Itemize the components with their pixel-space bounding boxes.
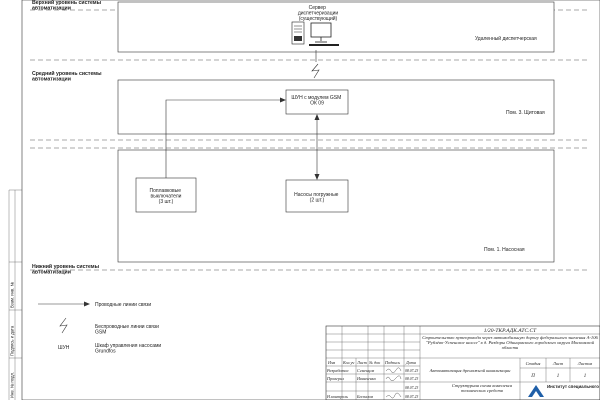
zone-remote-label: Удаленный диспетчерская xyxy=(475,36,537,42)
wrapped-line: автоматизации xyxy=(32,5,71,12)
tb-header-list: Лист xyxy=(357,360,367,365)
tb-header-doc: № док xyxy=(369,360,381,365)
legend-wireless-icon xyxy=(60,318,67,333)
legend-wireless-text: Беспроводные линии связи xyxy=(95,324,159,330)
level-upper-text: Верхний уровень системы xyxy=(32,0,102,6)
tb-org: Институт специального xyxy=(547,384,599,389)
pumps-node xyxy=(286,180,348,212)
tb-header-izm: Изм xyxy=(328,360,336,365)
tb-project: Строительство путепровода через автомобильную дорогу федерального значения А-106 "Рублёво-Успенское шоссе" в д. Раздоры Одинцовского городского округа Московской области xyxy=(422,335,598,351)
zone-shield-label: Пом. 3. Щитовая xyxy=(506,110,545,116)
tb-date-checker: 08.07.23 xyxy=(405,377,419,381)
side-label-signature: Подпись и дата xyxy=(9,325,15,356)
title-block xyxy=(326,326,600,400)
pump-cabinet-text: ШУН с модулем GSM xyxy=(291,95,342,101)
side-label-inventory: Инв. № подл. xyxy=(9,371,15,398)
float-switches-text: Поплавковые xyxy=(149,188,182,194)
legend xyxy=(38,302,163,355)
level-middle-label xyxy=(32,70,103,83)
arrowhead xyxy=(84,302,90,307)
side-stamp-strip xyxy=(9,190,22,400)
wrapped-line: автоматизации xyxy=(32,269,71,276)
tb-role-normcontrol: Н.контроль xyxy=(327,394,348,399)
level-lower-text: Нижний уровень системы xyxy=(32,264,100,270)
wrapped-line: (2 шт.) xyxy=(309,197,325,204)
tb-sheet-value: 1 xyxy=(556,374,560,379)
tb-stage-value: П xyxy=(531,374,535,379)
legend-wireless-label xyxy=(95,324,160,336)
tb-date-blank: 08.07.23 xyxy=(405,386,419,390)
tb-section: Автоматизация дренажной канализации xyxy=(429,368,511,373)
tb-date-normcontrol: 08.07.23 xyxy=(405,395,419,399)
legend-wired-label: Проводные линии связи xyxy=(95,302,152,308)
tb-name-normcontrol: Беспалов xyxy=(357,394,374,399)
signature xyxy=(386,393,401,398)
wrapped-line: ОК 09 xyxy=(310,100,324,107)
tb-header-date: Дата xyxy=(406,360,416,365)
pump-cabinet-node xyxy=(286,90,348,114)
tb-sheets-value: 1 xyxy=(583,374,587,379)
legend-abbr-label xyxy=(95,343,163,355)
wrapped-line: Grundfos xyxy=(95,348,116,355)
level-middle-text: Средний уровень системы xyxy=(32,71,102,77)
side-label-replace: Взам. инв. № xyxy=(9,282,15,308)
tb-sheet-title-wrap xyxy=(444,383,520,400)
tb-project-wrap xyxy=(421,335,599,358)
tb-code: 1/20-ТКР.АДК.АТС.СТ xyxy=(483,328,537,334)
wrapped-line: (3 шт.) xyxy=(158,199,174,205)
wrapped-line: выключатели xyxy=(150,193,182,200)
signature xyxy=(386,368,401,373)
wrapped-line: GSM xyxy=(95,329,107,336)
wrapped-line: диспетчеризации xyxy=(297,10,339,17)
tb-header-kolvo: Кол.уч xyxy=(343,360,355,365)
legend-abbr-text: Шкаф управления насосами xyxy=(95,343,162,349)
tb-stage-header: Стадия xyxy=(525,361,541,366)
tb-role-checker: Проверил xyxy=(327,376,344,381)
tb-org-wrap xyxy=(547,384,600,400)
tb-sheet-title: Структурная схема комплекса технических средств xyxy=(451,383,513,394)
level-lower-label xyxy=(32,263,101,276)
tb-name-checker: Иванченко xyxy=(357,376,376,381)
legend-abbr: ШУН xyxy=(58,345,70,351)
tb-sheets-header: Листов xyxy=(577,361,593,366)
tb-date-developer: 08.07.23 xyxy=(405,369,419,373)
tb-sheet-header: Лист xyxy=(552,361,564,366)
wrapped-line: (существующий) xyxy=(298,16,338,22)
wrapped-line: автоматизации xyxy=(32,76,71,83)
tb-header-sign: Подпись xyxy=(385,360,401,365)
tb-role-developer: Разработал xyxy=(327,368,349,373)
organization-logo xyxy=(528,385,544,397)
zone-pump-label: Пом. 1. Насосная xyxy=(484,247,525,253)
float-switches-node xyxy=(136,178,196,212)
server-text: Сервер xyxy=(308,5,326,11)
signature xyxy=(386,376,401,381)
tb-name-developer: Семенцов xyxy=(357,368,375,373)
pumps-text: Насосы погружные xyxy=(294,192,339,198)
